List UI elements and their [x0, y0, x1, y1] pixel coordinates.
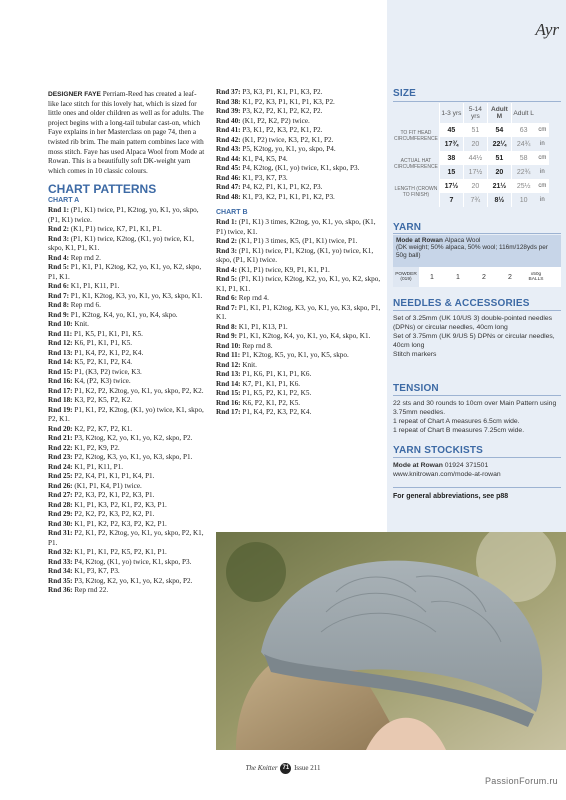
size-cell: 54 — [487, 123, 511, 137]
round-label: Rnd 30: — [48, 519, 73, 528]
size-cell: 25½ — [511, 179, 535, 193]
round-instruction — [48, 586, 206, 596]
needles-heading: NEEDLES & ACCESSORIES — [393, 298, 530, 309]
round-text: P1, K1, P1, K2tog, K2, yo, K1, yo, K2, skpo, P1, K1. — [48, 263, 202, 281]
round-text: P3, K1, P2, K3, P2, K1, P2. — [240, 126, 323, 134]
round-instruction — [48, 425, 206, 435]
round-text: (P1, K1) twice, K2tog, (K1, yo) twice, K1, skpo, K1, P1, K1. — [48, 234, 194, 253]
round-label: Rnd 32: — [48, 548, 73, 557]
round-text: P2, K2tog, K3, yo, K1, yo, K3, skpo, P1. — [72, 453, 193, 462]
size-col: Adult L — [511, 103, 535, 123]
round-text: P2, K4, P1, K1, P1, K4, P1. — [72, 472, 155, 481]
watermark: PassionForum.ru — [484, 776, 558, 786]
round-text: Rep rnd 2. — [68, 253, 101, 262]
size-cell: 63 — [511, 123, 535, 137]
round-label: Rnd 10: — [48, 320, 73, 329]
round-text: (P1, K1) twice, K2tog, K2, yo, K1, yo, K2, skpo, K1, P1, K1. — [216, 275, 381, 293]
round-text: P1, K2tog, K5, yo, K1, yo, K5, skpo. — [240, 351, 349, 359]
round-text: Rep rnd 4. — [236, 294, 269, 302]
size-col: 1-3 yrs — [439, 103, 463, 123]
round-label: Rnd 43: — [216, 145, 241, 153]
round-instruction — [216, 332, 382, 342]
round-label: Rnd 13: — [48, 348, 73, 357]
round-label: Rnd 9: — [216, 332, 237, 340]
round-label: Rnd 25: — [48, 472, 73, 481]
round-instruction — [216, 389, 382, 399]
tension-heading: TENSION — [393, 383, 439, 394]
round-text: Knit. — [240, 360, 257, 369]
size-cell: 51 — [487, 151, 511, 165]
pattern-title: Ayr — [535, 20, 559, 39]
size-cell: 21½ — [487, 179, 511, 193]
round-text: Rep rnd 22. — [72, 586, 109, 595]
stockists-section — [393, 446, 563, 479]
round-text: Rep rnd 8. — [240, 341, 273, 350]
size-cell: 7 — [439, 193, 463, 207]
pattern-column-1 — [48, 90, 206, 596]
size-cell: 8½ — [487, 193, 511, 207]
round-label: Rnd 17: — [48, 386, 73, 395]
size-cell: 7¾ — [463, 193, 487, 207]
unit-label: in — [540, 169, 545, 175]
round-instruction — [48, 339, 206, 349]
round-label: Rnd 15: — [48, 367, 73, 376]
round-instruction — [48, 206, 206, 225]
round-instruction — [48, 263, 206, 282]
round-label: Rnd 36: — [48, 586, 73, 595]
round-text: (K1, P1) 3 times, K5, (P1, K1) twice, P1. — [236, 237, 358, 245]
round-label: Rnd 33: — [48, 557, 73, 566]
round-label: Rnd 5: — [48, 263, 69, 272]
round-instruction — [216, 88, 382, 98]
round-label: Rnd 4: — [48, 253, 69, 262]
round-instruction — [216, 304, 382, 323]
round-label: Rnd 28: — [48, 500, 73, 509]
round-text: P4, K2, P1, K1, P1, K2, P3. — [240, 183, 323, 191]
round-text: (K1, P2, K2, P2) twice. — [240, 116, 310, 125]
round-instruction — [48, 577, 206, 587]
round-instruction — [48, 349, 206, 359]
round-label: Rnd 29: — [48, 510, 73, 519]
round-text: K1, P3, K7, P3. — [72, 567, 120, 576]
round-label: Rnd 10: — [216, 341, 241, 350]
round-instruction — [216, 361, 382, 371]
round-instruction — [48, 282, 206, 292]
round-instruction — [48, 358, 206, 368]
yarn-brand: Mode at Rowan — [396, 237, 443, 244]
size-table — [393, 103, 549, 207]
unit-label: cm — [535, 123, 549, 137]
ball-count: 1 — [456, 273, 460, 281]
round-instruction — [216, 351, 382, 361]
round-label: Rnd 12: — [216, 360, 241, 369]
round-instruction — [216, 126, 382, 136]
yarn-rule — [393, 233, 561, 234]
photo-illustration — [216, 532, 566, 750]
round-label: Rnd 2: — [216, 237, 237, 245]
round-instruction — [48, 292, 206, 302]
round-instruction — [48, 368, 206, 378]
chart-patterns-heading: CHART PATTERNS — [48, 182, 157, 197]
size-cell: 20 — [463, 137, 487, 151]
round-instruction — [216, 370, 382, 380]
designer-lead: DESIGNER FAYE — [48, 91, 101, 98]
round-label: Rnd 11: — [216, 351, 241, 359]
round-text: P3, K2tog, K2, yo, K1, yo, K2, skpo, P2. — [72, 434, 193, 443]
pattern-column-2 — [216, 88, 382, 418]
round-instruction — [216, 183, 382, 193]
round-instruction — [216, 136, 382, 146]
round-label: Rnd 8: — [216, 322, 237, 331]
size-heading: SIZE — [393, 88, 417, 99]
unit-label: in — [540, 141, 545, 147]
ball-count: 1 — [430, 273, 434, 281]
round-label: Rnd 7: — [48, 291, 69, 300]
round-label: Rnd 17: — [216, 408, 241, 416]
round-label: Rnd 3: — [216, 246, 237, 255]
round-instruction — [216, 164, 382, 174]
stockists-heading: YARN STOCKISTS — [393, 445, 484, 456]
hat-photo — [216, 532, 566, 750]
round-label: Rnd 18: — [48, 396, 73, 405]
size-header-row — [393, 103, 549, 123]
round-text: K1, P2, K9, P2. — [72, 443, 120, 452]
round-text: P2, K1, P2, K2tog, yo, K1, yo, skpo, P2, K1, P1. — [48, 529, 204, 547]
round-text: (P1, K1) 3 times, K2tog, yo, K1, yo, skpo, (K1, P1) twice, K1. — [216, 218, 376, 236]
tension-line: 1 repeat of Chart A measures 6.5cm wide. — [393, 418, 520, 425]
needles-line: Stitch markers — [393, 351, 437, 358]
yarn-info — [393, 235, 561, 267]
size-cell: 58 — [511, 151, 535, 165]
size-cell: 44½ — [463, 151, 487, 165]
round-text: P2, K3, P2, K1, P2, K3, P1. — [72, 491, 155, 500]
round-text: P1, K4, P2, K1, P2, K4. — [72, 348, 144, 357]
round-instruction — [216, 323, 382, 333]
intro-text: Perriam-Reed has created a leaf-like lace stitch for this lovely hat, which is sized for little ones and older children as well as for adults. The project begins with a long-tail tubular cast-on, which Faye explains in her Masterclass on page 74, then a twisted rib brim. The main pattern combines lace with moss stitch. Faye has used Alpaca Wool from Mode at Rowan. This is a beautifully soft DK-weight yarn which comes in 10 classic colours. — [48, 90, 205, 175]
round-text: K1, P1, K11, P1. — [72, 462, 124, 471]
round-instruction — [48, 225, 206, 235]
round-text: P1, K5, P1, K1, P1, K5. — [72, 329, 143, 338]
round-instruction — [48, 254, 206, 264]
round-label: Rnd 14: — [48, 358, 73, 367]
round-label: Rnd 22: — [48, 443, 73, 452]
round-text: K1, P3, K2, P1, K1, P1, K2, P3. — [240, 192, 335, 201]
round-text: P1, K5, P2, K1, P2, K5. — [240, 389, 312, 397]
round-text: (K1, P1, K4, P1) twice. — [72, 481, 142, 490]
round-label: Rnd 39: — [216, 107, 241, 115]
round-instruction — [216, 275, 382, 294]
round-text: P4, K2tog, (K1, yo) twice, K1, skpo, P3. — [72, 557, 192, 566]
chart-a-continued — [216, 88, 382, 202]
needles-section — [393, 299, 563, 359]
round-instruction — [216, 380, 382, 390]
round-label: Rnd 15: — [216, 389, 241, 397]
round-label: Rnd 6: — [48, 282, 69, 291]
round-instruction — [48, 501, 206, 511]
round-label: Rnd 48: — [216, 192, 241, 201]
round-label: Rnd 11: — [48, 329, 73, 338]
round-label: Rnd 37: — [216, 88, 241, 96]
round-label: Rnd 46: — [216, 173, 241, 182]
round-label: Rnd 47: — [216, 183, 241, 191]
round-text: (K1, P1) twice, K9, P1, K1, P1. — [236, 265, 330, 274]
chart-b-rounds — [216, 218, 382, 418]
round-text: P2, K2, P2, K3, P2, K2, P1. — [72, 510, 155, 519]
round-text: K1, P1, K11, P1. — [68, 282, 120, 291]
round-label: Rnd 13: — [216, 370, 241, 378]
size-cell: 17¾ — [439, 137, 463, 151]
round-text: P1, (K3, P2) twice, K3. — [72, 367, 142, 376]
yarn-box — [393, 235, 561, 287]
round-instruction — [48, 520, 206, 530]
round-text: K4, (P2, K3) twice. — [72, 377, 131, 386]
size-cell: 17½ — [439, 179, 463, 193]
tension-line: 1 repeat of Chart B measures 7.25cm wide. — [393, 427, 525, 434]
round-label: Rnd 42: — [216, 135, 241, 144]
round-text: K1, P1, K3, P2, K1, P2, K3, P1. — [72, 500, 167, 509]
abbreviations-note: For general abbreviations, see p88 — [393, 493, 509, 500]
round-label: Rnd 2: — [48, 225, 69, 234]
round-instruction — [216, 98, 382, 108]
round-label: Rnd 31: — [48, 529, 73, 538]
unit-label: in — [540, 197, 545, 203]
round-instruction — [216, 294, 382, 304]
round-text: K6, P1, K1, P1, K5. — [72, 339, 133, 348]
round-instruction — [48, 548, 206, 558]
round-text: P1, K1, P2, K2tog, (K1, yo) twice, K1, skpo, P2, K1. — [48, 405, 204, 424]
size-cell: 24¾ — [511, 137, 535, 151]
round-instruction — [48, 387, 206, 397]
size-cell: 20 — [463, 179, 487, 193]
round-label: Rnd 44: — [216, 154, 241, 163]
page-number: 71 — [280, 763, 291, 774]
chart-a-label: CHART A — [48, 197, 80, 205]
round-instruction — [48, 482, 206, 492]
round-label: Rnd 8: — [48, 301, 69, 310]
yarn-desc: (DK weight; 50% alpaca, 50% wool; 116m/128yds per 50g ball) — [396, 244, 548, 259]
round-text: P1, K2tog, K4, yo, K1, yo, K4, skpo. — [68, 310, 178, 319]
round-label: Rnd 14: — [216, 379, 241, 388]
round-text: P3, K2, P2, K1, P2, K2, P2. — [240, 107, 323, 115]
round-instruction — [48, 558, 206, 568]
round-instruction — [48, 396, 206, 406]
size-cell: 38 — [439, 151, 463, 165]
round-instruction — [216, 247, 382, 266]
round-text: K7, P1, K1, P1, K6. — [240, 379, 301, 388]
round-text: (P1, K1) twice, P1, K2tog, (K1, yo) twice, K1, skpo, (P1, K1) twice. — [216, 246, 374, 264]
round-instruction — [216, 107, 382, 117]
round-instruction — [216, 145, 382, 155]
round-label: Rnd 21: — [48, 434, 73, 443]
round-instruction — [48, 434, 206, 444]
round-instruction — [216, 266, 382, 276]
round-instruction — [48, 491, 206, 501]
size-col: 5-14 yrs — [463, 103, 487, 123]
round-text: K6, P2, K1, P2, K5. — [240, 398, 301, 407]
round-text: (P1, K1) twice, P1, K2tog, yo, K1, yo, skpo, (P1, K1) twice. — [48, 206, 199, 224]
round-label: Rnd 19: — [48, 405, 73, 414]
round-text: P1, K1, K2tog, K3, yo, K1, yo, K3, skpo, K1. — [68, 291, 203, 300]
round-instruction — [216, 399, 382, 409]
round-instruction — [48, 311, 206, 321]
unit-label: cm — [535, 151, 549, 165]
round-instruction — [48, 235, 206, 254]
size-cell: 51 — [463, 123, 487, 137]
unit-label: cm — [535, 179, 549, 193]
round-instruction — [216, 237, 382, 247]
round-label: Rnd 27: — [48, 491, 73, 500]
needles-line: Set of 3.75mm (UK 9/US 5) DPNs or circular needles, 40cm long — [393, 333, 555, 349]
round-instruction — [216, 218, 382, 237]
round-instruction — [48, 472, 206, 482]
ball-count: 2 — [482, 273, 486, 281]
size-cell: 10 — [511, 193, 535, 207]
round-label: Rnd 16: — [216, 398, 241, 407]
tension-section — [393, 384, 563, 435]
round-label: Rnd 23: — [48, 453, 73, 462]
round-label: Rnd 16: — [48, 377, 73, 386]
stockist-brand: Mode at Rowan — [393, 462, 443, 469]
round-text: K1, P3, K7, P3. — [240, 173, 288, 182]
round-instruction — [48, 463, 206, 473]
size-row-label: TO FIT HEAD CIRCUMFERENCE — [394, 130, 438, 142]
round-text: P4, K2tog, (K1, yo) twice, K1, skpo, P3. — [240, 164, 360, 172]
round-instruction — [216, 155, 382, 165]
round-instruction — [216, 408, 382, 418]
round-instruction — [48, 330, 206, 340]
round-text: K1, P1, K13, P1. — [236, 322, 288, 331]
round-label: Rnd 1: — [48, 206, 69, 215]
round-label: Rnd 9: — [48, 310, 69, 319]
round-label: Rnd 38: — [216, 97, 241, 106]
round-instruction — [48, 510, 206, 520]
round-label: Rnd 3: — [48, 234, 69, 243]
round-text: (K1, P1) twice, K7, P1, K1, P1. — [68, 225, 162, 234]
page-footer — [0, 763, 566, 774]
round-label: Rnd 34: — [48, 567, 73, 576]
balls-unit: x50g BALLS — [528, 272, 544, 282]
round-label: Rnd 7: — [216, 303, 237, 312]
round-label: Rnd 40: — [216, 116, 241, 125]
ball-count: 2 — [508, 273, 512, 281]
round-instruction — [48, 444, 206, 454]
size-cell: 20 — [487, 165, 511, 179]
round-text: K2, P2, K7, P2, K1. — [72, 424, 133, 433]
round-text: K1, P1, K1, P2, K5, P2, K1, P1. — [72, 548, 167, 557]
round-text: K3, P2, K5, P2, K2. — [72, 396, 133, 405]
yarn-name: Alpaca Wool — [444, 237, 481, 244]
size-row-label: LENGTH (CROWN TO FINISH) — [394, 186, 438, 198]
round-instruction — [216, 342, 382, 352]
round-text: K1, P1, K2, P2, K3, P2, K2, P1. — [72, 519, 167, 528]
round-label: Rnd 20: — [48, 424, 73, 433]
round-instruction — [216, 193, 382, 203]
round-text: Knit. — [72, 320, 89, 329]
size-cell: 17½ — [463, 165, 487, 179]
intro-paragraph — [48, 90, 206, 176]
round-text: P1, K2, P2, K2tog, yo, K1, yo, skpo, P2, K2. — [72, 386, 204, 395]
round-text: K1, P4, K5, P4. — [240, 154, 288, 163]
round-text: P3, K3, P1, K1, P1, K3, P2. — [240, 88, 323, 96]
round-text: P3, K2tog, K2, yo, K1, yo, K2, skpo, P2. — [72, 576, 193, 585]
stockist-phone: 01924 371501 — [444, 462, 489, 469]
stockist-web[interactable]: www.knitrowan.com/mode-at-rowan — [393, 471, 501, 478]
yarn-colour-label: POWDER (019) — [393, 267, 419, 287]
size-cell: 22¼ — [487, 137, 511, 151]
round-text: P1, K6, P1, K1, P1, K6. — [240, 370, 312, 378]
chart-b-label: CHART B — [216, 209, 248, 216]
round-instruction — [216, 174, 382, 184]
magazine-name: The Knitter — [245, 764, 278, 773]
round-label: Rnd 4: — [216, 265, 237, 274]
yarn-amount-row — [393, 267, 561, 287]
round-text: P1, K1, K2tog, K4, yo, K1, yo, K4, skpo, K1. — [236, 332, 371, 340]
size-col: Adult M — [487, 103, 511, 123]
size-cell: 22¾ — [511, 165, 535, 179]
round-label: Rnd 1: — [216, 218, 237, 226]
yarn-heading: YARN — [393, 222, 422, 233]
chart-a-rounds — [48, 206, 206, 596]
round-instruction — [48, 320, 206, 330]
round-instruction — [48, 453, 206, 463]
round-instruction — [48, 406, 206, 425]
issue-number: Issue 211 — [294, 764, 321, 773]
round-label: Rnd 35: — [48, 576, 73, 585]
round-label: Rnd 12: — [48, 339, 73, 348]
round-instruction — [48, 301, 206, 311]
round-instruction — [48, 377, 206, 387]
round-label: Rnd 45: — [216, 164, 241, 172]
round-text: K5, P2, K1, P2, K4. — [72, 358, 133, 367]
round-text: P1, K1, P1, K2tog, K3, yo, K1, yo, K3, skpo, P1, K1. — [216, 303, 381, 321]
round-instruction — [48, 567, 206, 577]
round-text: Rep rnd 6. — [68, 301, 101, 310]
round-text: K1, P2, K3, P1, K1, P1, K3, P2. — [240, 97, 335, 106]
round-text: (K1, P2) twice, K3, P2, K1, P2. — [240, 135, 334, 144]
round-label: Rnd 24: — [48, 462, 73, 471]
size-row-label: ACTUAL HAT CIRCUMFERENCE — [394, 158, 438, 170]
needles-line: Set of 3.25mm (UK 10/US 3) double-pointed needles (DPNs) or circular needles, 40cm long — [393, 315, 553, 331]
round-text: P1, K4, P2, K3, P2, K4. — [240, 408, 312, 416]
round-label: Rnd 26: — [48, 481, 73, 490]
size-cell: 45 — [439, 123, 463, 137]
round-instruction — [216, 117, 382, 127]
round-label: Rnd 6: — [216, 294, 237, 302]
round-instruction — [48, 529, 206, 548]
round-label: Rnd 5: — [216, 275, 237, 283]
size-cell: 15 — [439, 165, 463, 179]
round-text: P5, K2tog, yo, K1, yo, skpo, P4. — [240, 145, 336, 153]
size-rule — [393, 101, 561, 102]
round-label: Rnd 41: — [216, 126, 241, 134]
tension-line: 22 sts and 30 rounds to 10cm over Main Pattern using 3.75mm needles. — [393, 400, 557, 416]
